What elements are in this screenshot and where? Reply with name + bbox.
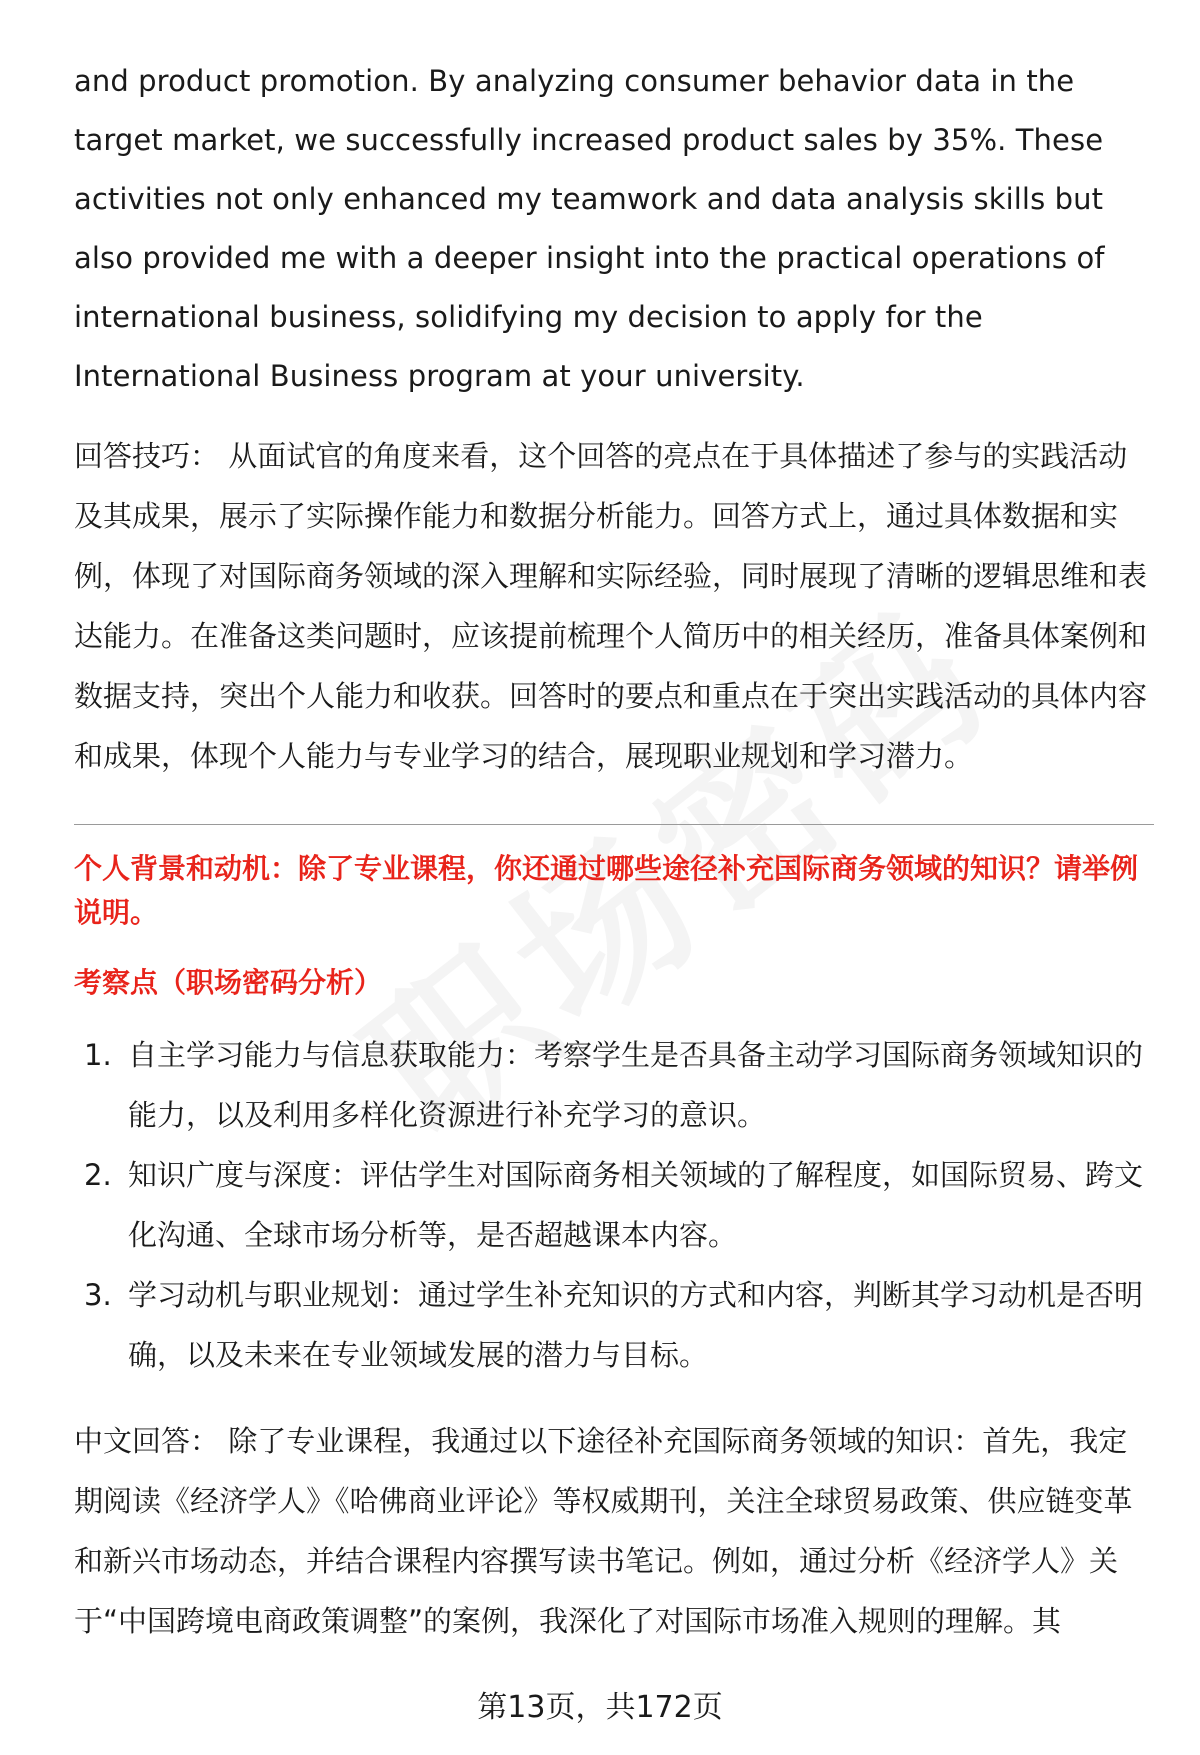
document-page	[74, 52, 1154, 1651]
list-item-number: 1.	[84, 1038, 112, 1072]
list-item-number: 2.	[84, 1158, 112, 1192]
english-answer-paragraph: and product promotion. By analyzing consumer behavior data in the target market, we successfully increased product sales by 35%. These activities not only enhanced my teamwork and data analysis skills but also provided me with a deeper insight into the practical operations of international business, solidifying my decision to apply for the International Business program at your university.	[74, 64, 1105, 393]
list-item	[74, 1265, 1154, 1385]
assessment-heading: 考察点（职场密码分析）	[74, 966, 383, 999]
assessment-points-list	[74, 1025, 1154, 1385]
list-item	[74, 1145, 1154, 1265]
list-item-text: 知识广度与深度：评估学生对国际商务相关领域的了解程度，如国际贸易、跨文化沟通、全球市场分析等，是否超越课本内容。	[128, 1158, 1144, 1252]
answer-tip-paragraph: 回答技巧： 从面试官的角度来看，这个回答的亮点在于具体描述了参与的实践活动及其成果，展示了实际操作能力和数据分析能力。回答方式上，通过具体数据和实例，体现了对国际商务领域的深入理解和实际经验，同时展现了清晰的逻辑思维和表达能力。在准备这类问题时，应该提前梳理个人简历中的相关经历，准备具体案例和数据支持，突出个人能力和收获。回答时的要点和重点在于突出实践活动的具体内容和成果，体现个人能力与专业学习的结合，展现职业规划和学习潜力。	[74, 439, 1148, 773]
list-item-number: 3.	[84, 1278, 112, 1312]
chinese-answer-paragraph: 中文回答： 除了专业课程，我通过以下途径补充国际商务领域的知识：首先，我定期阅读《经济学人》《哈佛商业评论》等权威期刊，关注全球贸易政策、供应链变革和新兴市场动态，并结合课程内容撰写读书笔记。例如，通过分析《经济学人》关于“中国跨境电商政策调整”的案例，我深化了对国际市场准入规则的理解。其	[74, 1424, 1133, 1638]
question-heading: 个人背景和动机：除了专业课程，你还通过哪些途径补充国际商务领域的知识？请举例说明。	[74, 852, 1139, 929]
list-item	[74, 1025, 1154, 1145]
page-number-footer: 第13页，共172页	[477, 1690, 723, 1725]
list-item-text: 学习动机与职业规划：通过学生补充知识的方式和内容，判断其学习动机是否明确，以及未来在专业领域发展的潜力与目标。	[128, 1278, 1144, 1372]
list-item-text: 自主学习能力与信息获取能力：考察学生是否具备主动学习国际商务领域知识的能力，以及利用多样化资源进行补充学习的意识。	[128, 1038, 1144, 1132]
section-divider	[74, 824, 1154, 825]
